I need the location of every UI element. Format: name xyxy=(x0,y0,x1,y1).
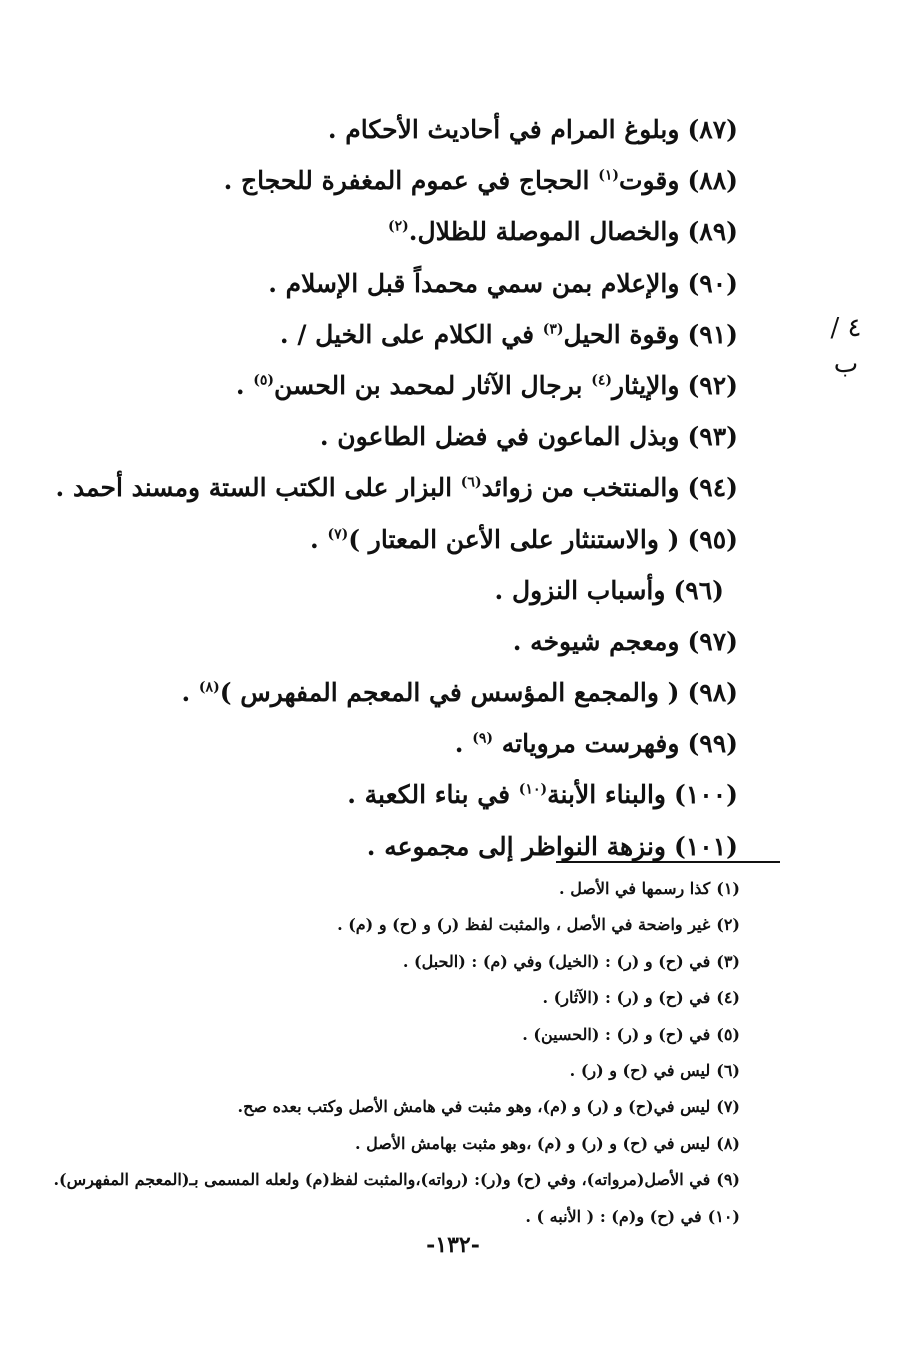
footnote-text: في (ح) و (ر) : (الآثار) . xyxy=(542,988,711,1008)
entry-text: وبذل الماعون في فضل الطاعون . xyxy=(319,422,680,452)
entry-text: وفهرست مروياته xyxy=(493,729,680,759)
entry-number: (٩٤) xyxy=(687,473,738,503)
list-item xyxy=(78,155,738,206)
list-item xyxy=(78,667,738,718)
list-item xyxy=(55,462,738,513)
footnote-ref: (٤) xyxy=(591,372,612,389)
footnote-text: في (ح) و(م) : ( الأنبه ) . xyxy=(525,1206,702,1226)
entry-number: (٩٨) xyxy=(687,678,738,708)
entry-number: (٩٣) xyxy=(687,422,738,452)
entry-number: (٩٩) xyxy=(687,729,738,759)
entry-text: ونزهة النواظر إلى مجموعه . xyxy=(366,831,667,861)
footnote-number: (٩) xyxy=(716,1170,740,1190)
footnote-text: في الأصل(مرواته)، وفي (ح) و(ر): (رواته)،والمثبت لفظ(م) ولعله المسمى بـ(المعجم المفهرس). xyxy=(53,1170,711,1190)
entry-text: ( والاستنثار على الأعن المعتار ) xyxy=(348,524,680,554)
footnote xyxy=(40,944,740,980)
footnote-text: في (ح) و (ر) : (الخيل) وفي (م) : (الحبل) . xyxy=(402,951,711,971)
entry-number: (٨٧) xyxy=(687,115,738,144)
list-item xyxy=(78,104,738,155)
entry-text: والمنتخب من زوائد xyxy=(481,473,680,503)
entry-text: في بناء الكعبة . xyxy=(347,780,519,810)
footnote-number: (١٠) xyxy=(707,1206,740,1226)
entry-number: (٩٧) xyxy=(687,626,738,656)
entry-number: (٨٩) xyxy=(687,217,738,247)
footnote-ref: (٧) xyxy=(327,526,349,543)
entry-text: برجال الآثار لمحمد بن الحسن xyxy=(274,370,592,400)
entry-text: . xyxy=(454,729,473,759)
entry-text: الحجاج في عموم المغفرة للحجاج . xyxy=(223,166,599,196)
footnote-ref: (٩) xyxy=(472,730,493,747)
footnote-ref: (٣) xyxy=(542,321,564,338)
footnote-ref: (٢) xyxy=(388,219,409,236)
footnote xyxy=(40,907,740,943)
entry-number: (٩٥) xyxy=(687,524,738,554)
footnote-number: (٧) xyxy=(716,1097,740,1117)
list-item xyxy=(78,309,738,360)
entry-text: والإيثار xyxy=(611,370,680,400)
list-item xyxy=(78,565,738,616)
list-item xyxy=(78,821,738,872)
entry-text: والإعلام بمن سمي محمداً قبل الإسلام . xyxy=(268,268,680,298)
footnote-number: (٥) xyxy=(716,1024,740,1044)
entry-text: . xyxy=(235,370,254,400)
entry-text: والخصال الموصلة للظلال. xyxy=(408,217,680,247)
footnote xyxy=(40,1053,740,1089)
footnote-text: ليس في (ح) و (ر) . xyxy=(569,1060,711,1080)
footnote-text: غير واضحة في الأصل ، والمثبت لفظ (ر) و (ح) و (م) . xyxy=(337,915,711,935)
footnote-text: في (ح) و (ر) : (الحسين) . xyxy=(522,1024,711,1044)
entry-text: ومعجم شيوخه . xyxy=(512,626,680,656)
entry-number: (٨٨) xyxy=(687,166,738,196)
footnote-ref: (٦) xyxy=(460,474,482,491)
footnote-number: (١) xyxy=(716,879,740,898)
page-number: -١٣٢- xyxy=(426,1232,480,1258)
entry-number: (١٠٠) xyxy=(674,780,738,810)
footnote-number: (٦) xyxy=(716,1060,740,1080)
entry-text: وقوت xyxy=(618,166,680,196)
entry-number: (٩٠) xyxy=(687,268,738,298)
footnote xyxy=(40,1089,740,1125)
entry-text: وبلوغ المرام في أحاديث الأحكام . xyxy=(327,115,680,144)
entry-text: وأسباب النزول . xyxy=(494,575,666,605)
folio-margin-note: ٤ / ب xyxy=(830,313,862,379)
footnote-separator xyxy=(556,861,780,863)
entry-number: (٩٦) xyxy=(673,575,724,605)
list-item xyxy=(78,411,738,462)
entry-text: . xyxy=(310,524,328,554)
entry-text: في الكلام على الخيل / . xyxy=(279,319,543,349)
footnote-text: ليس في (ح) و (ر) و (م) ،وهو مثبت بهامش الأصل . xyxy=(355,1133,711,1153)
footnote-ref: (١) xyxy=(598,167,619,184)
footnote xyxy=(40,1162,740,1198)
entry-text: . xyxy=(181,678,199,708)
entry-text: والبناء الأبنة xyxy=(547,780,667,810)
entry-text: البزار على الكتب الستة ومسند أحمد . xyxy=(55,473,461,503)
list-item xyxy=(78,616,738,667)
footnote xyxy=(40,1126,740,1162)
entry-number: (٩١) xyxy=(687,319,738,349)
entry-number: (١٠١) xyxy=(674,831,738,861)
footnote-ref: (٨) xyxy=(198,679,220,696)
footnote-number: (٨) xyxy=(716,1133,740,1153)
footnote-text: ليس في(ح) و (ر) و (م)، وهو مثبت في هامش الأصل وكتب بعده صح. xyxy=(237,1097,711,1117)
footnote xyxy=(40,1199,740,1235)
footnote-ref: (١٠) xyxy=(518,782,548,799)
works-list xyxy=(55,104,738,872)
footnote-number: (٢) xyxy=(716,915,740,935)
footnote xyxy=(40,1017,740,1053)
footnote-number: (٤) xyxy=(716,988,740,1008)
list-item xyxy=(78,360,738,411)
list-item xyxy=(78,514,738,565)
footnotes xyxy=(40,871,740,1235)
entry-number: (٩٢) xyxy=(687,370,738,400)
list-item xyxy=(78,718,738,769)
list-item xyxy=(78,258,738,309)
footnote-number: (٣) xyxy=(716,951,740,971)
footnote-text: كذا رسمها في الأصل . xyxy=(559,879,711,898)
list-item xyxy=(78,769,738,820)
footnote-ref: (٥) xyxy=(253,372,275,389)
footnote xyxy=(40,980,740,1016)
list-item xyxy=(78,206,738,257)
entry-text: ( والمجمع المؤسس في المعجم المفهرس ) xyxy=(219,678,680,708)
footnote xyxy=(40,871,740,907)
entry-text: وقوة الحيل xyxy=(563,319,680,349)
